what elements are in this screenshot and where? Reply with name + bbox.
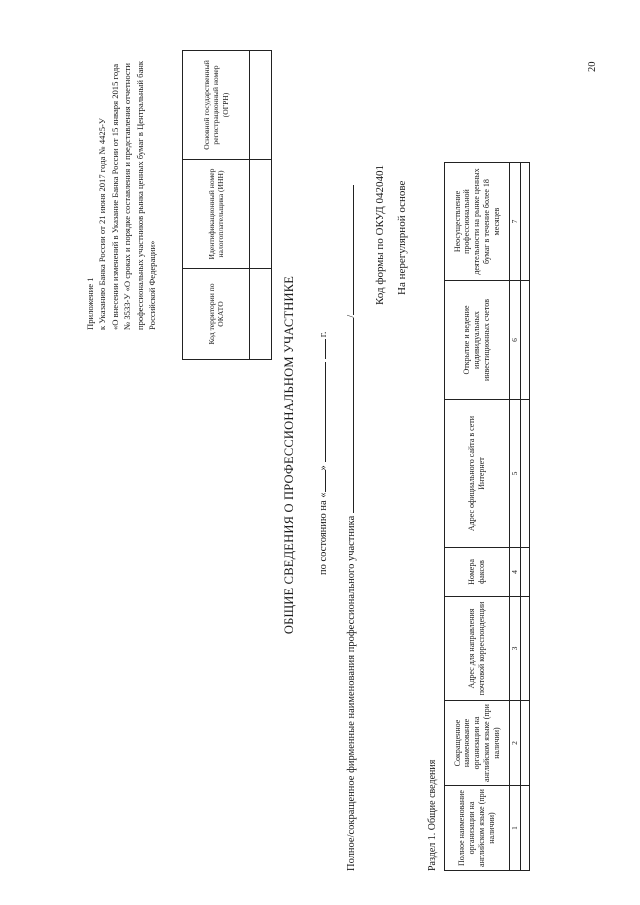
col-header-short-name-en: Сокращенное наименование организации на английском языке (при наличии) bbox=[445, 701, 510, 786]
participant-name-line bbox=[342, 185, 357, 871]
date-mid: » bbox=[318, 465, 329, 471]
col-number: 6 bbox=[510, 281, 521, 400]
ogrn-header: Основной государственный регистрационный номер (ОГРН) bbox=[183, 51, 250, 160]
date-suffix: г. bbox=[318, 331, 329, 338]
appendix-reference bbox=[84, 30, 158, 330]
data-cell[interactable] bbox=[521, 163, 530, 281]
inn-header: Идентификационный номер налогоплательщика (ИНН) bbox=[183, 160, 250, 269]
data-cell[interactable] bbox=[521, 597, 530, 701]
appendix-line: к Указанию Банка России от 21 июня 2017 года № 4425-У bbox=[97, 118, 108, 330]
date-year-field[interactable] bbox=[314, 339, 326, 359]
okato-value-cell[interactable] bbox=[250, 269, 272, 360]
short-name-field[interactable] bbox=[342, 185, 354, 315]
general-info-table bbox=[444, 162, 530, 871]
col-number: 5 bbox=[510, 400, 521, 548]
col-header-full-name-en: Полное наименование организации на английском языке (при наличии) bbox=[445, 786, 510, 871]
col-header-postal-address: Адрес для направления почтовой корреспонденции bbox=[445, 597, 510, 701]
appendix-line: «О внесении изменений в Указание Банка России от 15 января 2015 года bbox=[109, 63, 120, 330]
data-cell[interactable] bbox=[521, 400, 530, 548]
col-number: 3 bbox=[510, 597, 521, 701]
date-month-field[interactable] bbox=[314, 362, 326, 462]
appendix-line: № 3533-У «О сроках и порядке составления и представления отчетности bbox=[122, 62, 133, 330]
data-cell[interactable] bbox=[521, 281, 530, 400]
data-cell[interactable] bbox=[521, 548, 530, 597]
full-name-field[interactable] bbox=[342, 318, 354, 513]
form-title: ОБЩИЕ СВЕДЕНИЯ О ПРОФЕССИОНАЛЬНОМ УЧАСТНИКЕ bbox=[282, 275, 296, 635]
page-number: 20 bbox=[587, 61, 598, 72]
col-header-website: Адрес официального сайта в сети Интернет bbox=[445, 400, 510, 548]
appendix-line: профессиональных участников рынка ценных бумаг в Центральный банк bbox=[134, 60, 145, 330]
col-number: 2 bbox=[510, 701, 521, 786]
name-separator: / bbox=[346, 314, 357, 318]
reporting-period: На нерегулярной основе bbox=[396, 180, 408, 295]
section-title: Раздел 1. Общие сведения bbox=[427, 759, 438, 871]
col-number: 1 bbox=[510, 786, 521, 871]
appendix-line: Приложение 1 bbox=[85, 277, 95, 330]
col-number: 7 bbox=[510, 163, 521, 281]
okud-code: Код формы по ОКУД 0420401 bbox=[374, 164, 386, 305]
col-header-fax-numbers: Номера факсов bbox=[445, 548, 510, 597]
rotated-form bbox=[24, 25, 624, 885]
inn-value-cell[interactable] bbox=[250, 160, 272, 269]
date-prefix: по состоянию на « bbox=[318, 492, 329, 575]
ogrn-value-cell[interactable] bbox=[250, 51, 272, 160]
report-date-line bbox=[314, 331, 329, 575]
appendix-line: Российской Федерации» bbox=[147, 240, 158, 330]
data-cell[interactable] bbox=[521, 786, 530, 871]
data-cell[interactable] bbox=[521, 701, 530, 786]
col-header-inactivity: Неосуществление профессиональной деятельности на рынке ценных бумаг в течение более 18 месяцев bbox=[445, 163, 510, 281]
codes-table bbox=[182, 50, 272, 360]
col-number: 4 bbox=[510, 548, 521, 597]
participant-name-label: Полное/сокращенное фирменные наименования профессионального участника bbox=[346, 515, 357, 871]
col-header-iis: Открытие и ведение индивидуальных инвестиционных счетов bbox=[445, 281, 510, 400]
date-day-field[interactable] bbox=[314, 470, 326, 492]
okato-header: Код территории по ОКАТО bbox=[183, 269, 250, 360]
